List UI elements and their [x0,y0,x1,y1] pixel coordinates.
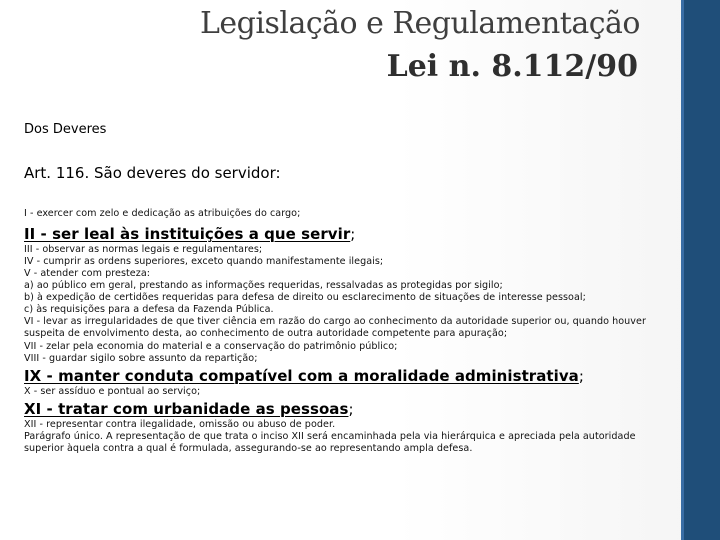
duty-highlight-text: IX - manter conduta compatível com a moralidade administrativa [24,367,579,385]
section-heading: Dos Deveres [24,122,107,137]
duty-highlight-text: XI - tratar com urbanidade as pessoas [24,400,349,418]
duty-item: XII - representar contra ilegalidade, omissão ou abuso de poder. [24,419,336,430]
article-heading: Art. 116. São deveres do servidor: [24,164,281,182]
duty-item: VI - levar as irregularidades de que tiver ciência em razão do cargo ao conhecimento da autoridade superior ou, quando houver suspeita de envolvimento desta, ao conhecimento de outra autoridade competente para apuração; [24,316,646,339]
duty-item: X - ser assíduo e pontual ao serviço; [24,386,201,397]
duty-item: VIII - guardar sigilo sobre assunto da repartição; [24,353,258,364]
duty-subitem: b) à expedição de certidões requeridas para defesa de direito ou esclarecimento de situações de interesse pessoal; [24,292,586,303]
duty-subitem: c) às requisições para a defesa da Fazenda Pública. [24,304,274,315]
duty-item-highlighted [24,400,664,418]
sidebar-edge [681,0,684,540]
duty-highlight-text: II - ser leal às instituições a que servir [24,225,351,243]
duty-item-highlighted [24,225,664,243]
duty-item: IV - cumprir as ordens superiores, exceto quando manifestamente ilegais; [24,256,384,267]
duty-item: I - exercer com zelo e dedicação as atribuições do cargo; [24,208,301,219]
slide-subtitle: Lei n. 8.112/90 [386,49,638,84]
duty-terminator: ; [578,367,584,385]
duty-subitem: a) ao público em geral, prestando as informações requeridas, ressalvadas as protegidas por sigilo; [24,280,503,291]
paragraph-note: Parágrafo único. A representação de que trata o inciso XII será encaminhada pela via hierárquica e apreciada pela autoridade superior àquela contra a qual é formulada, assegurando-se ao representando ampla defesa. [24,431,636,454]
duties-list [24,208,664,455]
duty-item: III - observar as normas legais e regulamentares; [24,244,263,255]
duty-terminator: ; [350,225,356,243]
duty-terminator: ; [348,400,354,418]
duty-item: V - atender com presteza: [24,268,151,279]
slide-title: Legislação e Regulamentação [200,6,640,41]
decorative-sidebar [681,0,720,540]
duty-item: VII - zelar pela economia do material e a conservação do patrimônio público; [24,341,398,352]
duty-item-highlighted [24,367,664,385]
